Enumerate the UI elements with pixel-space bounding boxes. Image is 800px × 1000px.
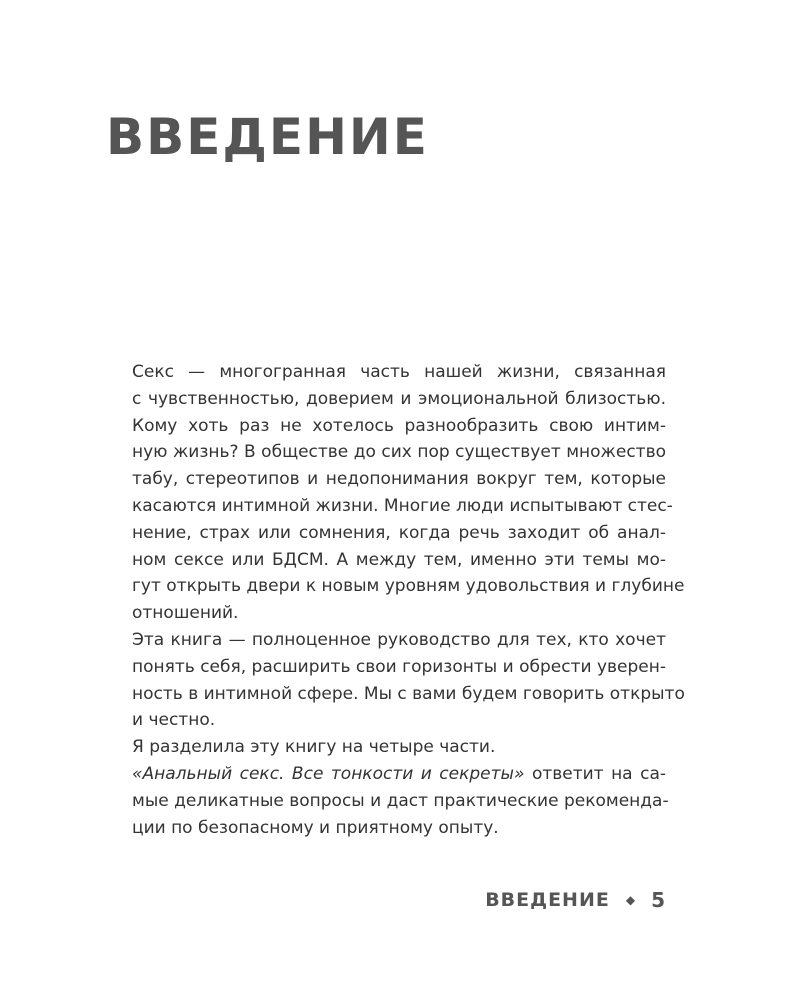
text-line bbox=[106, 761, 666, 788]
paragraph-book-purpose bbox=[106, 627, 685, 734]
text-line: Я разделила эту книгу на четыре части. bbox=[132, 737, 496, 758]
text-line: ность в интимной сфере. Мы с вами будем говорить открыто bbox=[132, 683, 685, 704]
text-line: Кому хоть раз не хотелось разнообразить свою интим- bbox=[132, 415, 666, 436]
text-line: ции по безопасному и приятному опыту. bbox=[132, 817, 499, 838]
paragraph-part-one bbox=[106, 761, 669, 841]
text-line: ном сексе или БДСМ. А между тем, именно эти темы мо- bbox=[132, 549, 666, 570]
text-line: ную жизнь? В обществе до сих пор существует множество bbox=[132, 442, 666, 463]
paragraph-four-parts bbox=[106, 734, 666, 761]
text-line: гут открыть двери к новым уровням удовольствия и глубине bbox=[132, 576, 685, 597]
part-one-title: «Анальный секс. Все тонкости и секреты» bbox=[132, 763, 525, 784]
paragraph-intro bbox=[106, 359, 685, 627]
text-line: касаются интимной жизни. Многие люди испытывают стес- bbox=[132, 495, 673, 516]
text-fragment: ответит на са- bbox=[524, 763, 666, 784]
text-line: понять себя, расширить свои горизонты и обрести уверен- bbox=[132, 656, 666, 677]
text-line: отношений. bbox=[132, 603, 239, 624]
text-line: Эта книга — полноценное руководство для тех, кто хочет bbox=[132, 629, 666, 650]
text-line: и честно. bbox=[132, 710, 216, 731]
text-line: мые деликатные вопросы и даст практические рекоменда- bbox=[132, 790, 669, 811]
running-head: ВВЕДЕНИЕ bbox=[485, 889, 610, 911]
text-line: с чувственностью, доверием и эмоциональной близостью. bbox=[132, 388, 666, 409]
chapter-title: ВВЕДЕНИЕ bbox=[106, 108, 429, 166]
diamond-separator-icon: ◆ bbox=[625, 893, 636, 907]
text-line: нение, страх или сомнения, когда речь заходит об анал- bbox=[132, 522, 666, 543]
body-text bbox=[106, 359, 685, 841]
page-footer bbox=[420, 888, 665, 912]
page-number: 5 bbox=[651, 888, 665, 912]
text-line: Секс — многогранная часть нашей жизни, связанная bbox=[132, 362, 666, 382]
text-line: табу, стереотипов и недопонимания вокруг тем, которые bbox=[132, 469, 666, 490]
